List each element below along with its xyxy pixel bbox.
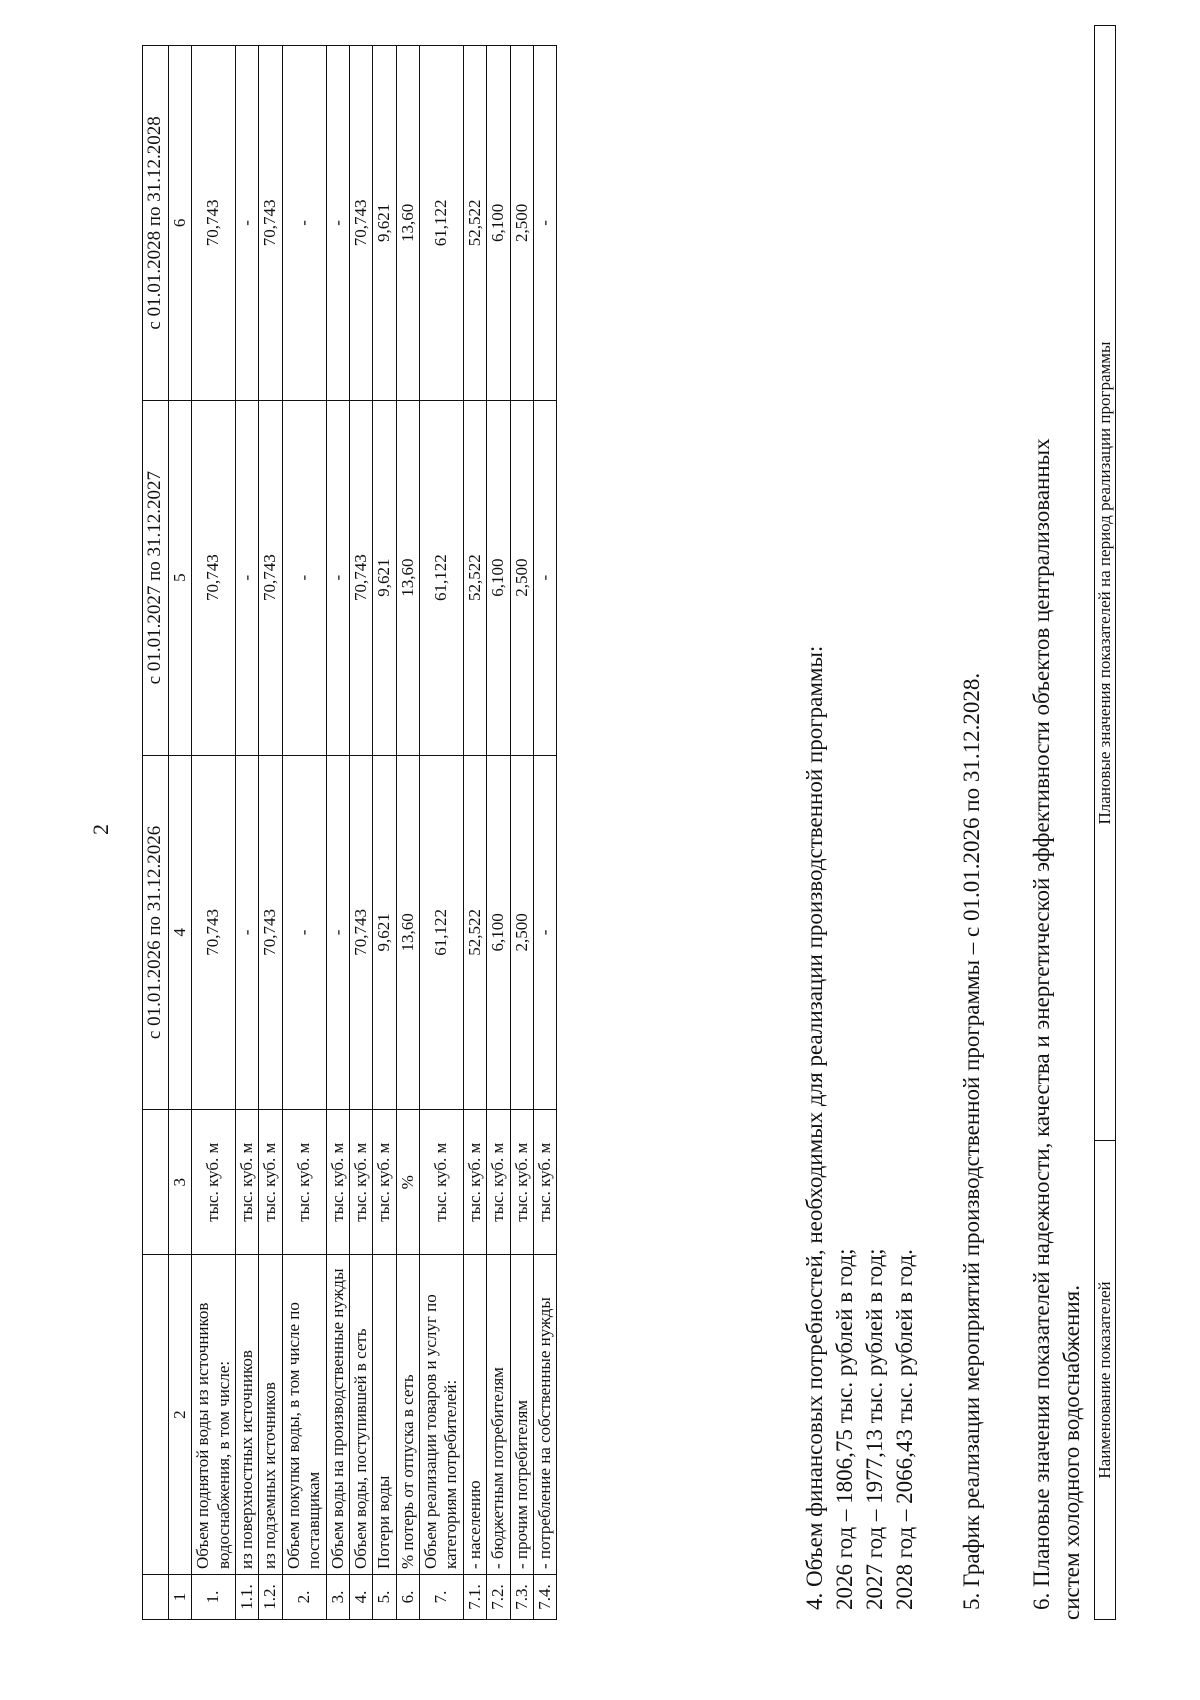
value-2027: 13,60 bbox=[396, 400, 419, 755]
production-program-table bbox=[142, 45, 557, 1620]
row-number: 7.1. bbox=[463, 1575, 486, 1620]
section-5-text: 5. График реализации мероприятий производственной программы – с 01.01.2026 по 31.12.2028. bbox=[959, 672, 984, 1610]
row-number: 6. bbox=[396, 1575, 419, 1620]
table-row bbox=[396, 46, 419, 1620]
row-number: 1.2. bbox=[259, 1575, 282, 1620]
value-2026: 6,100 bbox=[487, 755, 510, 1110]
value-2026: 9,621 bbox=[373, 755, 396, 1110]
value-2026: - bbox=[282, 755, 326, 1110]
section-4-heading: 4. Объем финансовых потребностей, необходимых для реализации производственной программы: bbox=[802, 645, 827, 1610]
unit: тыс. куб. м bbox=[349, 1110, 372, 1255]
indicator-name: Объем поднятой воды из источников водоснабжения, в том числе: bbox=[192, 1255, 236, 1575]
value-2026: - bbox=[534, 755, 557, 1110]
column-number-row bbox=[168, 46, 191, 1620]
header-cell bbox=[143, 1575, 169, 1620]
column-number: 5 bbox=[168, 400, 191, 755]
value-2027: 9,621 bbox=[373, 400, 396, 755]
header-cell: с 01.01.2028 по 31.12.2028 bbox=[143, 46, 169, 401]
indicator-name: из подземных источников bbox=[259, 1255, 282, 1575]
row-number: 7.4. bbox=[534, 1575, 557, 1620]
row-number: 5. bbox=[373, 1575, 396, 1620]
value-2028: 6,100 bbox=[487, 46, 510, 401]
value-2027: 70,743 bbox=[192, 400, 236, 755]
value-2026: 61,122 bbox=[420, 755, 464, 1110]
value-2028: - bbox=[235, 46, 258, 401]
value-2028: 13,60 bbox=[396, 46, 419, 401]
unit: % bbox=[396, 1110, 419, 1255]
row-number: 7.3. bbox=[510, 1575, 533, 1620]
table-row bbox=[487, 46, 510, 1620]
value-2028: - bbox=[282, 46, 326, 401]
value-2026: - bbox=[235, 755, 258, 1110]
unit: тыс. куб. м bbox=[235, 1110, 258, 1255]
indicator-name: - потребление на собственные нужды bbox=[534, 1255, 557, 1575]
unit: тыс. куб. м bbox=[326, 1110, 349, 1255]
value-2027: - bbox=[235, 400, 258, 755]
section-6-line-2: систем холодного водоснабжения. bbox=[1058, 1285, 1084, 1620]
header-cell: с 01.01.2027 по 31.12.2027 bbox=[143, 400, 169, 755]
unit: тыс. куб. м bbox=[259, 1110, 282, 1255]
section-4-line: 2026 год – 1806,75 тыс. рублей в год; bbox=[831, 1248, 857, 1610]
value-2027: - bbox=[326, 400, 349, 755]
value-2028: 9,621 bbox=[373, 46, 396, 401]
value-2027: 6,100 bbox=[487, 400, 510, 755]
value-2026: 70,743 bbox=[192, 755, 236, 1110]
row-number: 4. bbox=[349, 1575, 372, 1620]
value-2026: 70,743 bbox=[349, 755, 372, 1110]
indicator-name: Объем покупки воды, в том числе по поставщикам bbox=[282, 1255, 326, 1575]
table-row bbox=[282, 46, 326, 1620]
table-header-row bbox=[143, 46, 169, 1620]
value-2026: 70,743 bbox=[259, 755, 282, 1110]
value-2027: - bbox=[282, 400, 326, 755]
value-2028: 70,743 bbox=[259, 46, 282, 401]
indicator-name: - прочим потребителям bbox=[510, 1255, 533, 1575]
indicator-name: - бюджетным потребителям bbox=[487, 1255, 510, 1575]
table-row bbox=[420, 46, 464, 1620]
row-number: 2. bbox=[282, 1575, 326, 1620]
header-cell: с 01.01.2026 по 31.12.2026 bbox=[143, 755, 169, 1110]
section-4-line: 2027 год – 1977,13 тыс. рублей в год; bbox=[861, 1248, 887, 1610]
value-2027: 61,122 bbox=[420, 400, 464, 755]
row-number: 7. bbox=[420, 1575, 464, 1620]
value-2026: 2,500 bbox=[510, 755, 533, 1110]
row-number: 1. bbox=[192, 1575, 236, 1620]
value-2028: 2,500 bbox=[510, 46, 533, 401]
section-5-schedule bbox=[957, 673, 987, 1610]
unit: тыс. куб. м bbox=[192, 1110, 236, 1255]
indicator-name: из поверхностных источников bbox=[235, 1255, 258, 1575]
table-row bbox=[534, 46, 557, 1620]
table-row bbox=[259, 46, 282, 1620]
column-number: 6 bbox=[168, 46, 191, 401]
value-2027: 70,743 bbox=[259, 400, 282, 755]
table-row bbox=[192, 46, 236, 1620]
section-4-line: 2028 год – 2066,43 тыс. рублей в год. bbox=[891, 1249, 917, 1610]
unit: тыс. куб. м bbox=[282, 1110, 326, 1255]
indicator-values-header: Плановые значения показателей на период реализации программы bbox=[1095, 26, 1116, 1141]
indicator-name: Объем воды, поступившей в сеть bbox=[349, 1255, 372, 1575]
section-4-financial-needs bbox=[800, 646, 920, 1610]
indicator-name: Объем воды на производственные нужды bbox=[326, 1255, 349, 1575]
table-row bbox=[349, 46, 372, 1620]
indicator-name-header: Наименование показателей bbox=[1095, 1141, 1116, 1620]
value-2027: - bbox=[534, 400, 557, 755]
value-2027: 52,522 bbox=[463, 400, 486, 755]
unit: тыс. куб. м bbox=[420, 1110, 464, 1255]
value-2027: 70,743 bbox=[349, 400, 372, 755]
value-2026: 13,60 bbox=[396, 755, 419, 1110]
value-2028: 70,743 bbox=[192, 46, 236, 401]
header-cell bbox=[143, 1255, 169, 1575]
column-number: 2 bbox=[168, 1255, 191, 1575]
rotated-page bbox=[52, 20, 1114, 1620]
table-row bbox=[235, 46, 258, 1620]
unit: тыс. куб. м bbox=[534, 1110, 557, 1255]
column-number: 4 bbox=[168, 755, 191, 1110]
column-number: 3 bbox=[168, 1110, 191, 1255]
row-number: 3. bbox=[326, 1575, 349, 1620]
table-row bbox=[510, 46, 533, 1620]
unit: тыс. куб. м bbox=[487, 1110, 510, 1255]
table-row bbox=[326, 46, 349, 1620]
indicator-name: Потери воды bbox=[373, 1255, 396, 1575]
value-2026: 52,522 bbox=[463, 755, 486, 1110]
unit: тыс. куб. м bbox=[373, 1110, 396, 1255]
value-2028: 52,522 bbox=[463, 46, 486, 401]
indicators-table-header bbox=[1094, 25, 1116, 1620]
value-2028: 70,743 bbox=[349, 46, 372, 401]
value-2026: - bbox=[326, 755, 349, 1110]
column-number: 1 bbox=[168, 1575, 191, 1620]
row-number: 7.2. bbox=[487, 1575, 510, 1620]
row-number: 1.1. bbox=[235, 1575, 258, 1620]
unit: тыс. куб. м bbox=[463, 1110, 486, 1255]
table-row bbox=[373, 46, 396, 1620]
section-6-indicators bbox=[1027, 15, 1087, 1620]
value-2028: 61,122 bbox=[420, 46, 464, 401]
header-cell bbox=[143, 1110, 169, 1255]
value-2027: 2,500 bbox=[510, 400, 533, 755]
table-row bbox=[463, 46, 486, 1620]
page-number: 2 bbox=[88, 824, 113, 835]
value-2028: - bbox=[326, 46, 349, 401]
value-2028: - bbox=[534, 46, 557, 401]
unit: тыс. куб. м bbox=[510, 1110, 533, 1255]
section-6-line-1: 6. Плановые значения показателей надежности, качества и энергетической эффективности объектов централизованных bbox=[1029, 438, 1054, 1610]
indicator-name: % потерь от отпуска в сеть bbox=[396, 1255, 419, 1575]
indicator-name: Объем реализации товаров и услуг по категориям потребителей: bbox=[420, 1255, 464, 1575]
indicator-name: - населению bbox=[463, 1255, 486, 1575]
